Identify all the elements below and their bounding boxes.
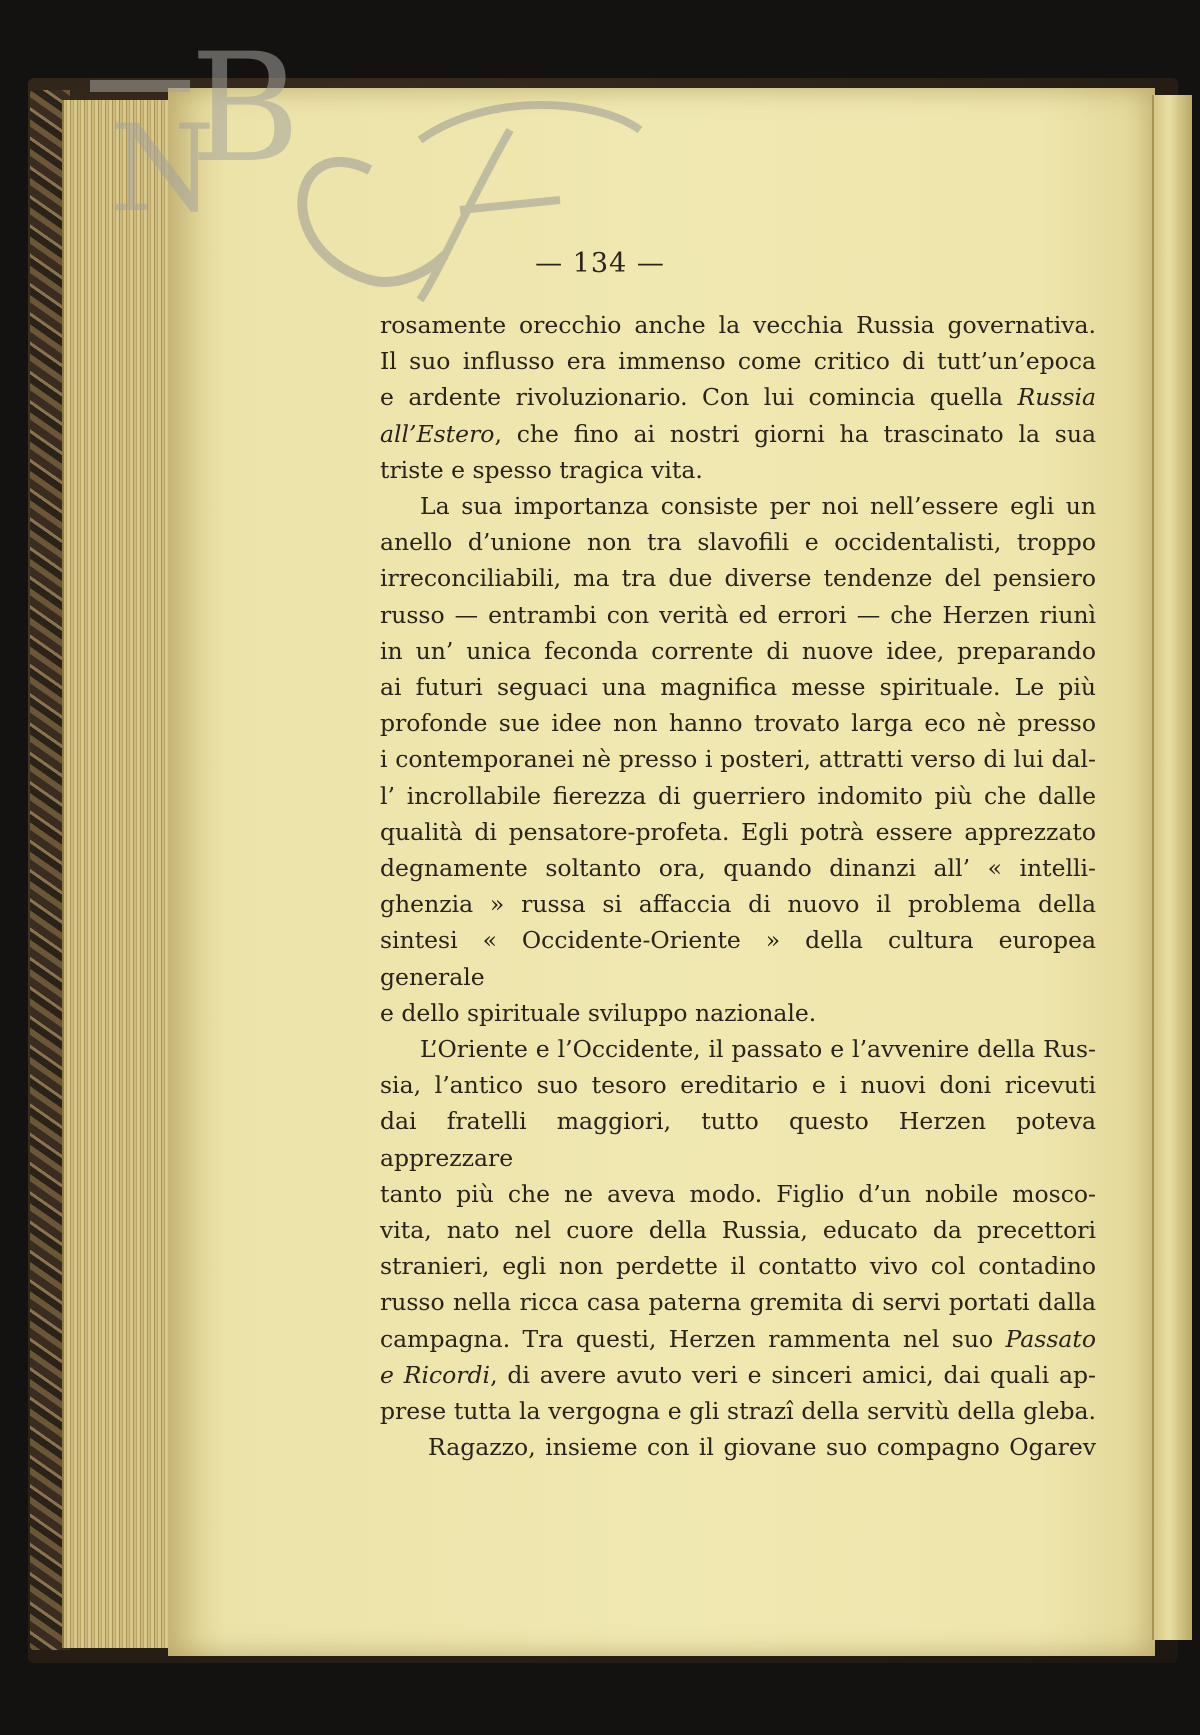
text-line: L’Oriente e l’Occidente, il passato e l’avvenire della Rus- [420,1035,1096,1064]
text-line: anello d’unione non tra slavofili e occidentalisti, troppo [380,528,1096,557]
text-line: ai futuri seguaci una magnifica messe spirituale. Le più [380,673,1096,702]
paragraph-4 [380,1429,1096,1465]
text-line: all’Estero, che fino ai nostri giorni ha trascinato la sua [380,419,1096,448]
watermark-letter-b: B [190,22,301,196]
text-line: profonde sue idee non hanno trovato larga eco nè presso [380,709,1096,738]
text-line: degnamente soltanto ora, quando dinanzi all’ « intelli- [380,854,1096,883]
facing-page-edge [1152,95,1192,1640]
text-line: vita, nato nel cuore della Russia, educato da precettori [380,1216,1096,1245]
text-line: stranieri, egli non perdette il contatto vivo col contadino [380,1252,1096,1281]
text-line: dai fratelli maggiori, tutto questo Herzen poteva apprezzare [380,1107,1096,1172]
text-line: i contemporanei nè presso i posteri, attratti verso di lui dal- [380,745,1096,774]
text-line: e Ricordi, di avere avuto veri e sinceri amici, dai quali ap- [380,1360,1097,1389]
page-number: — 134 — [535,248,665,279]
paragraph-1 [380,307,1096,488]
page-block-edges [62,100,184,1648]
text-line: e ardente rivoluzionario. Con lui comincia quella Russia [380,383,1096,412]
text-line: tanto più che ne aveva modo. Figlio d’un nobile mosco- [380,1179,1096,1208]
text-line: campagna. Tra questi, Herzen rammenta nel suo Passato [380,1324,1096,1353]
text-line: triste e spesso tragica vita. [380,455,703,484]
text-line: in un’ unica feconda corrente di nuove idee, preparando [380,636,1096,665]
text-line: russo — entrambi con verità ed errori — che Herzen riunì [380,600,1096,629]
text-line: sintesi « Occidente-Oriente » della cultura europea generale [380,926,1096,991]
text-line: ghenzia » russa si affaccia di nuovo il problema della [380,890,1096,919]
paragraph-3 [380,1031,1096,1429]
text-line: Ragazzo, insieme con il giovane suo compagno Ogarev [428,1433,1096,1462]
text-line: russo nella ricca casa paterna gremita di servi portati dalla [380,1288,1096,1317]
text-line: prese tutta la vergogna e gli strazî della servitù della gleba. [380,1397,1096,1426]
text-line: irreconciliabili, ma tra due diverse tendenze del pensiero [380,564,1096,593]
text-line: e dello spirituale sviluppo nazionale. [380,998,817,1027]
body-text [380,307,1096,1466]
text-line: l’ incrollabile fierezza di guerriero indomito più che dalle [380,781,1096,810]
text-line: La sua importanza consiste per noi nell’essere egli un [420,492,1096,521]
text-line: Il suo influsso era immenso come critico di tutt’un’epoca [380,347,1096,376]
text-line: rosamente orecchio anche la vecchia Russia governativa. [380,311,1096,339]
watermark-letter-n: N [110,100,215,239]
text-line: qualità di pensatore-profeta. Egli potrà essere apprezzato [380,817,1096,846]
text-line: sia, l’antico suo tesoro ereditario e i nuovi doni ricevuti [380,1071,1096,1100]
paragraph-2 [380,488,1096,1031]
